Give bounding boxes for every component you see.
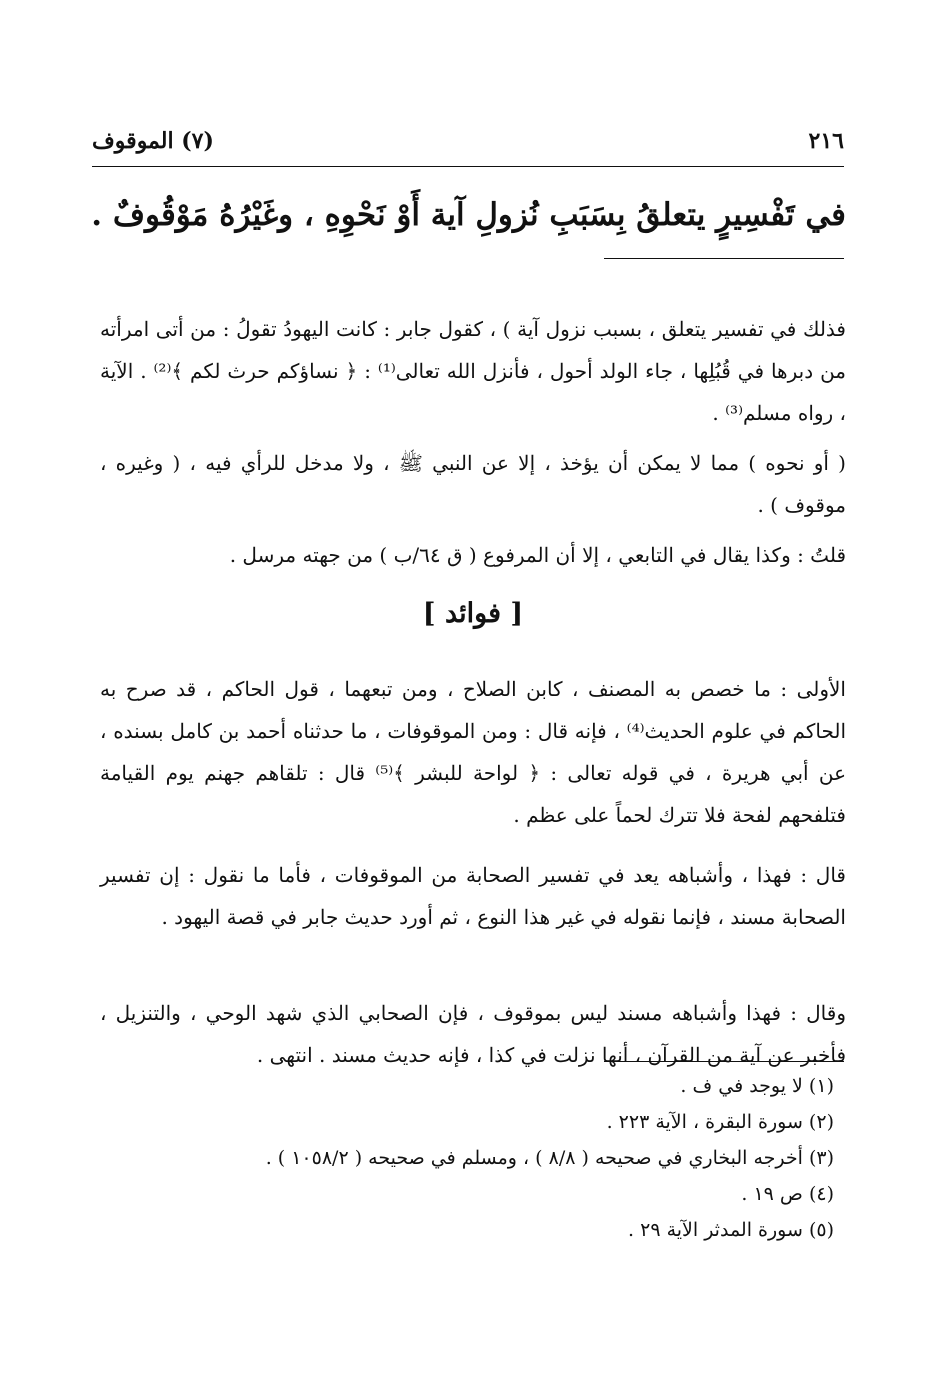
footnote: (١) لا يوجد في ف .: [680, 1075, 834, 1097]
page-header: [92, 128, 844, 168]
commentary-paragraph: قلتُ : وكذا يقال في التابعي ، إلا أن المرفوع ( ق ٦٤/ب ) من جهته مرسل .: [229, 543, 846, 567]
commentary-paragraph: فذلك في تفسير يتعلق ، بسبب نزول آية ) ، كقول جابر : كانت اليهودُ تقولُ : من أتى امرأته من دبرها في قُبُلِها ، جاء الولد أحول ، فأنزل الله تعالى⁽¹⁾ : ﴿ نساؤكم حرث لكم ﴾⁽²⁾ . الآية ، رواه مسلم⁽³⁾ .: [100, 317, 847, 425]
footnote: (٤) ص ١٩ .: [741, 1183, 834, 1205]
footnotes: [104, 1068, 834, 1248]
commentary-paragraph: ( أو نحوه ) مما لا يمكن أن يؤخذ ، إلا عن النبي ﷺ ، ولا مدخل للرأي فيه ، ( وغيره ، موقوف ) .: [100, 451, 846, 517]
matn-verse: في تَفْسِيرٍ يتعلقُ بِسَبَبِ نُزولِ آية أَوْ نَحْوِهِ ، وغَيْرُهُ مَوْقُوفٌ .: [91, 197, 846, 233]
footnote: (٣) أخرجه البخاري في صحيحه ( ٨/٨ ) ، ومسلم في صحيحه ( ١٠٥٨/٢ ) .: [265, 1147, 834, 1169]
fawaid-paragraph: الأولى : ما خصص به المصنف ، كابن الصلاح ، ومن تبعهما ، قول الحاكم ، قد صرح به الحاكم في علوم الحديث⁽⁴⁾ ، فإنه قال : ومن الموقوفات ، ما حدثناه أحمد بن كامل بسنده ، عن أبي هريرة ، في قوله تعالى : ﴿ لواحة للبشر ﴾⁽⁵⁾ قال : تلقاهم جهنم يوم القيامة فتلفحهم لفحة فلا تترك لحماً على عظم .: [100, 677, 847, 827]
footnote: (٥) سورة المدثر الآية ٢٩ .: [628, 1219, 834, 1241]
footnote: (٢) سورة البقرة ، الآية ٢٢٣ .: [606, 1111, 834, 1133]
running-title: (٧) الموقوف: [92, 128, 214, 154]
fawaid-paragraph: قال : فهذا ، وأشباهه يعد في تفسير الصحابة من الموقوفات ، فأما ما نقول : إن تفسير الصحابة مسند ، فإنما نقوله في غير هذا النوع ، ثم أورد حديث جابر في قصة اليهود .: [100, 863, 846, 929]
header-divider: [92, 166, 844, 167]
section-title: [ فوائد ]: [422, 598, 524, 629]
fawaid-paragraph: وقال : فهذا وأشباهه مسند ليس بموقوف ، فإن الصحابي الذي شهد الوحي ، والتنزيل ، فأخبر عن آية من القرآن ، أنها نزلت في كذا ، فإنه حديث مسند . انتهى .: [100, 1001, 846, 1067]
page-number: ٢١٦: [808, 128, 844, 154]
footnote-divider: [604, 1061, 844, 1062]
matn-divider: [604, 258, 844, 259]
